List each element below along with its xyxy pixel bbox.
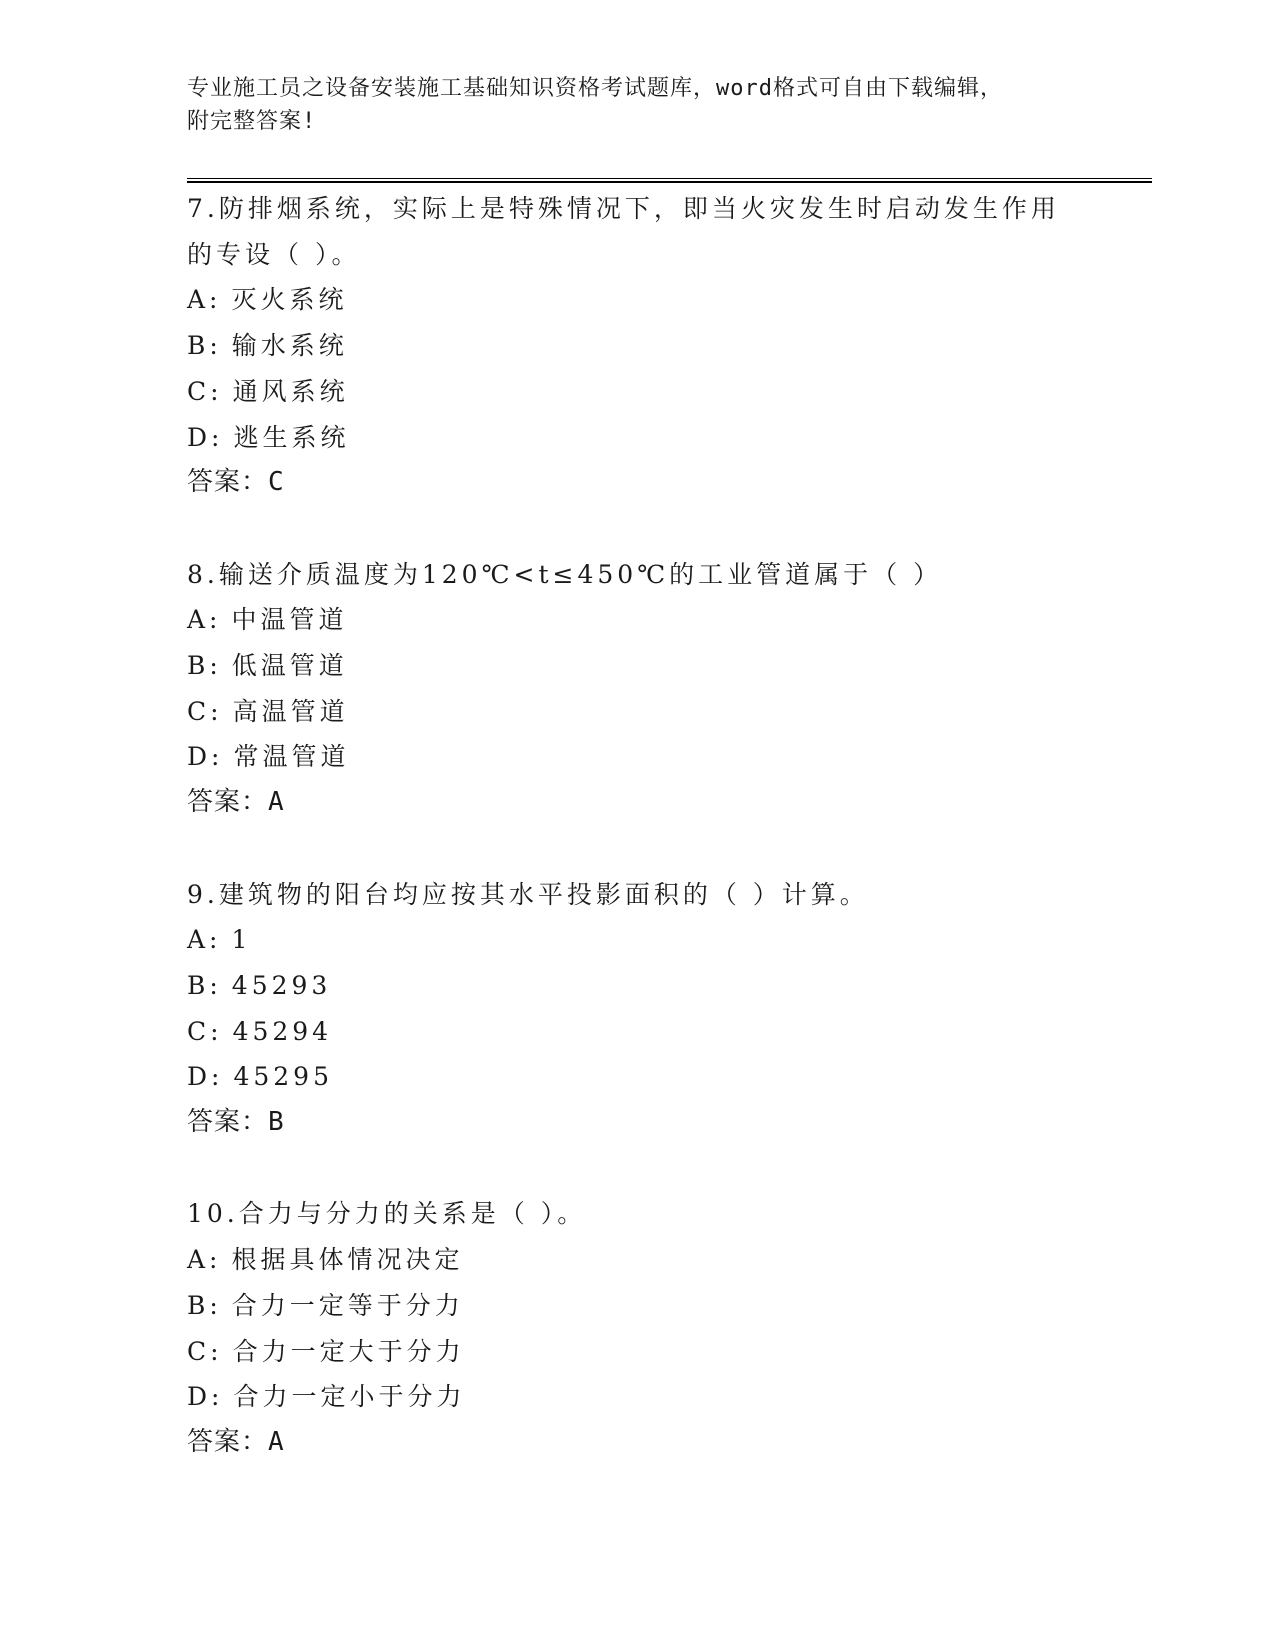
option-text: 45295	[233, 1062, 333, 1092]
option-text: 通风系统	[232, 376, 349, 406]
option-letter: C:	[187, 376, 223, 406]
option-letter: A:	[187, 605, 222, 635]
option-c	[187, 1329, 1087, 1375]
option-d	[187, 734, 1087, 780]
question-stem-line-1: 10.合力与分力的关系是（ ）。	[187, 1199, 587, 1229]
option-letter: D:	[187, 1062, 224, 1092]
option-a	[187, 917, 1087, 963]
option-letter: A:	[187, 285, 222, 315]
option-letter: A:	[187, 1245, 222, 1275]
option-letter: C:	[187, 1336, 223, 1366]
answer-line: 答案：A	[187, 1426, 285, 1457]
header-line-2: 附完整答案!	[187, 109, 317, 134]
option-text: 高温管道	[232, 696, 349, 726]
option-text: 合力一定大于分力	[232, 1336, 465, 1366]
option-b	[187, 323, 1087, 369]
header-line-1: 专业施工员之设备安装施工基础知识资格考试题库，word格式可自由下载编辑，	[187, 76, 1003, 101]
question-stem-line-1: 8.输送介质温度为120℃<t≤450℃的工业管道属于（ ）	[187, 559, 943, 589]
header-divider-thick	[187, 181, 1152, 183]
question-7	[187, 186, 1087, 506]
answer-line: 答案：B	[187, 1107, 285, 1138]
option-text: 45293	[231, 970, 332, 1000]
header-divider-thin	[187, 178, 1152, 179]
option-text: 常温管道	[233, 742, 350, 772]
question-stem	[187, 1191, 1087, 1237]
option-text: 输水系统	[231, 331, 348, 361]
question-9	[187, 872, 1087, 1146]
option-d	[187, 1054, 1087, 1100]
option-text: 灭火系统	[231, 285, 348, 315]
question-stem	[187, 872, 1087, 918]
option-letter: C:	[187, 696, 223, 726]
option-b	[187, 1283, 1087, 1329]
option-a	[187, 277, 1087, 323]
question-10	[187, 1191, 1087, 1465]
option-d	[187, 1374, 1087, 1420]
option-c	[187, 369, 1087, 415]
option-text: 逃生系统	[233, 422, 350, 452]
option-text: 1	[231, 925, 252, 955]
option-a	[187, 1237, 1087, 1283]
option-a	[187, 597, 1087, 643]
question-stem-line-1: 9.建筑物的阳台均应按其水平投影面积的（ ）计算。	[187, 879, 869, 909]
option-letter: B:	[187, 1290, 222, 1320]
document-header	[187, 72, 1087, 138]
option-letter: D:	[187, 422, 224, 452]
answer-line: 答案：C	[187, 467, 285, 498]
question-stem-line-2: 的专设（ ）。	[187, 239, 361, 269]
option-c	[187, 689, 1087, 735]
question-stem	[187, 552, 1087, 598]
question-stem-line-1: 7.防排烟系统，实际上是特殊情况下，即当火灾发生时启动发生作用	[187, 194, 1060, 223]
option-d	[187, 415, 1087, 461]
option-letter: C:	[187, 1016, 223, 1046]
option-b	[187, 643, 1087, 689]
question-stem	[187, 186, 1087, 277]
option-letter: D:	[187, 742, 224, 772]
option-text: 中温管道	[231, 605, 348, 635]
option-text: 合力一定小于分力	[233, 1382, 466, 1412]
option-b	[187, 963, 1087, 1009]
option-letter: D:	[187, 1382, 224, 1412]
question-8	[187, 552, 1087, 826]
option-text: 合力一定等于分力	[231, 1290, 464, 1320]
answer-line: 答案：A	[187, 787, 285, 818]
option-letter: B:	[187, 651, 222, 681]
option-text: 45294	[232, 1016, 333, 1046]
option-letter: B:	[187, 331, 222, 361]
question-list	[187, 186, 1087, 1466]
option-text: 低温管道	[231, 651, 348, 681]
option-letter: B:	[187, 970, 222, 1000]
option-text: 根据具体情况决定	[231, 1245, 464, 1275]
option-letter: A:	[187, 925, 222, 955]
option-c	[187, 1009, 1087, 1055]
